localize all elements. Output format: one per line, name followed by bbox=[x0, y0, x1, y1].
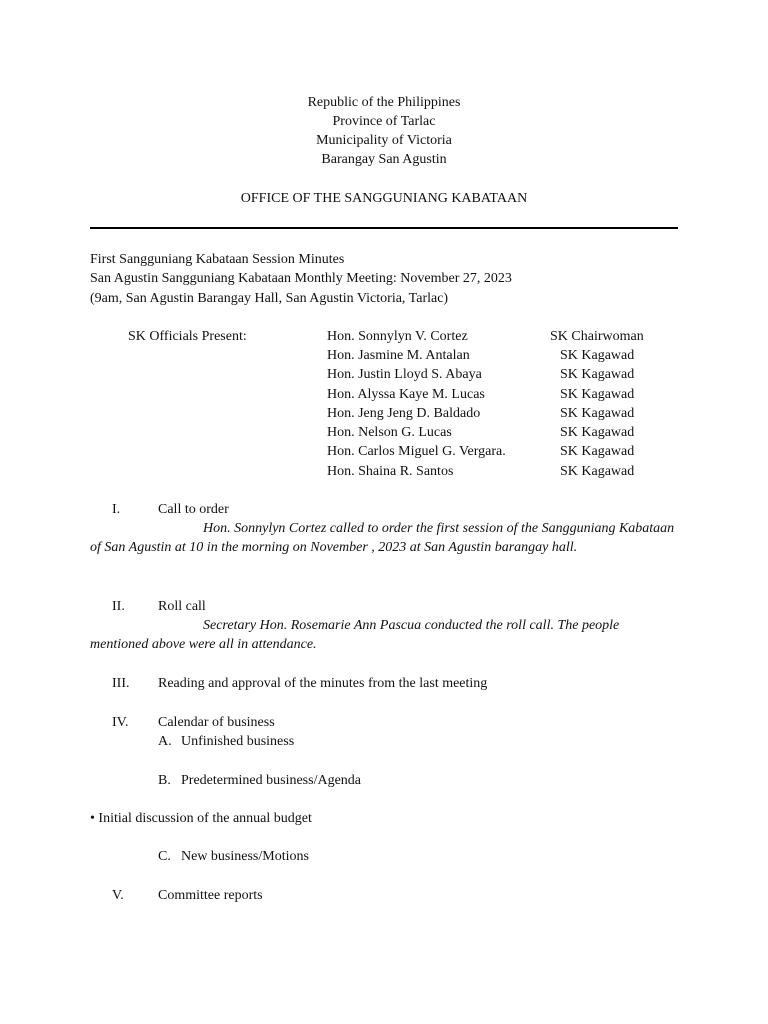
section-2-number: II. bbox=[112, 599, 125, 614]
official-name: Hon. Jeng Jeng D. Baldado bbox=[327, 406, 481, 421]
section-1-number: I. bbox=[112, 502, 121, 517]
subitem-a-text: Unfinished business bbox=[181, 734, 295, 749]
official-position: SK Kagawad bbox=[560, 425, 635, 440]
venue-line: (9am, San Agustin Barangay Hall, San Agustin Victoria, Tarlac) bbox=[90, 291, 449, 306]
official-name: Hon. Carlos Miguel G. Vergara. bbox=[327, 444, 506, 459]
header-barangay: Barangay San Agustin bbox=[321, 152, 447, 167]
section-2-title: Roll call bbox=[158, 599, 206, 614]
official-name: Hon. Shaina R. Santos bbox=[327, 464, 454, 479]
budget-bullet: • Initial discussion of the annual budget bbox=[90, 811, 312, 826]
office-title: OFFICE OF THE SANGGUNIANG KABATAAN bbox=[240, 191, 528, 206]
minutes-title: First Sangguniang Kabataan Session Minutes bbox=[90, 252, 345, 267]
official-name: Hon. Alyssa Kaye M. Lucas bbox=[327, 387, 485, 402]
section-1-body bbox=[90, 519, 680, 557]
section-5-number: V. bbox=[112, 888, 124, 903]
subitem-c-text: New business/Motions bbox=[181, 849, 309, 864]
official-position: SK Kagawad bbox=[560, 387, 635, 402]
subitem-b-letter: B. bbox=[158, 773, 171, 788]
official-position: SK Kagawad bbox=[560, 444, 635, 459]
section-1-title: Call to order bbox=[158, 502, 229, 517]
section-2-body-text: Secretary Hon. Rosemarie Ann Pascua conducted the roll call. The people mentioned above were all in attendance. bbox=[90, 618, 620, 652]
header-municipality: Municipality of Victoria bbox=[316, 133, 452, 148]
official-name: Hon. Jasmine M. Antalan bbox=[327, 348, 470, 363]
section-5-title: Committee reports bbox=[158, 888, 263, 903]
subitem-a-letter: A. bbox=[158, 734, 172, 749]
section-4-title: Calendar of business bbox=[158, 715, 275, 730]
official-position: SK Kagawad bbox=[560, 406, 635, 421]
official-name: Hon. Justin Lloyd S. Abaya bbox=[327, 367, 482, 382]
header-republic: Republic of the Philippines bbox=[307, 95, 461, 110]
section-3-title: Reading and approval of the minutes from the last meeting bbox=[158, 676, 488, 691]
official-position: SK Kagawad bbox=[560, 464, 635, 479]
header-province: Province of Tarlac bbox=[332, 114, 436, 129]
header-divider bbox=[90, 227, 678, 229]
official-position: SK Kagawad bbox=[560, 367, 635, 382]
official-name: Hon. Nelson G. Lucas bbox=[327, 425, 452, 440]
official-name: Hon. Sonnylyn V. Cortez bbox=[327, 329, 468, 344]
section-1-body-text: Hon. Sonnylyn Cortez called to order the first session of the Sangguniang Kabataan of San Agustin at 10 in the morning on November , 2023 at San Agustin barangay hall. bbox=[90, 521, 675, 555]
officials-label: SK Officials Present: bbox=[128, 329, 247, 344]
subitem-b-text: Predetermined business/Agenda bbox=[181, 773, 362, 788]
official-position: SK Kagawad bbox=[560, 348, 635, 363]
section-3-number: III. bbox=[112, 676, 130, 691]
official-position: SK Chairwoman bbox=[550, 329, 644, 344]
meeting-line: San Agustin Sangguniang Kabataan Monthly Meeting: November 27, 2023 bbox=[90, 271, 512, 286]
subitem-c-letter: C. bbox=[158, 849, 171, 864]
section-2-body bbox=[90, 616, 680, 654]
section-4-number: IV. bbox=[112, 715, 129, 730]
